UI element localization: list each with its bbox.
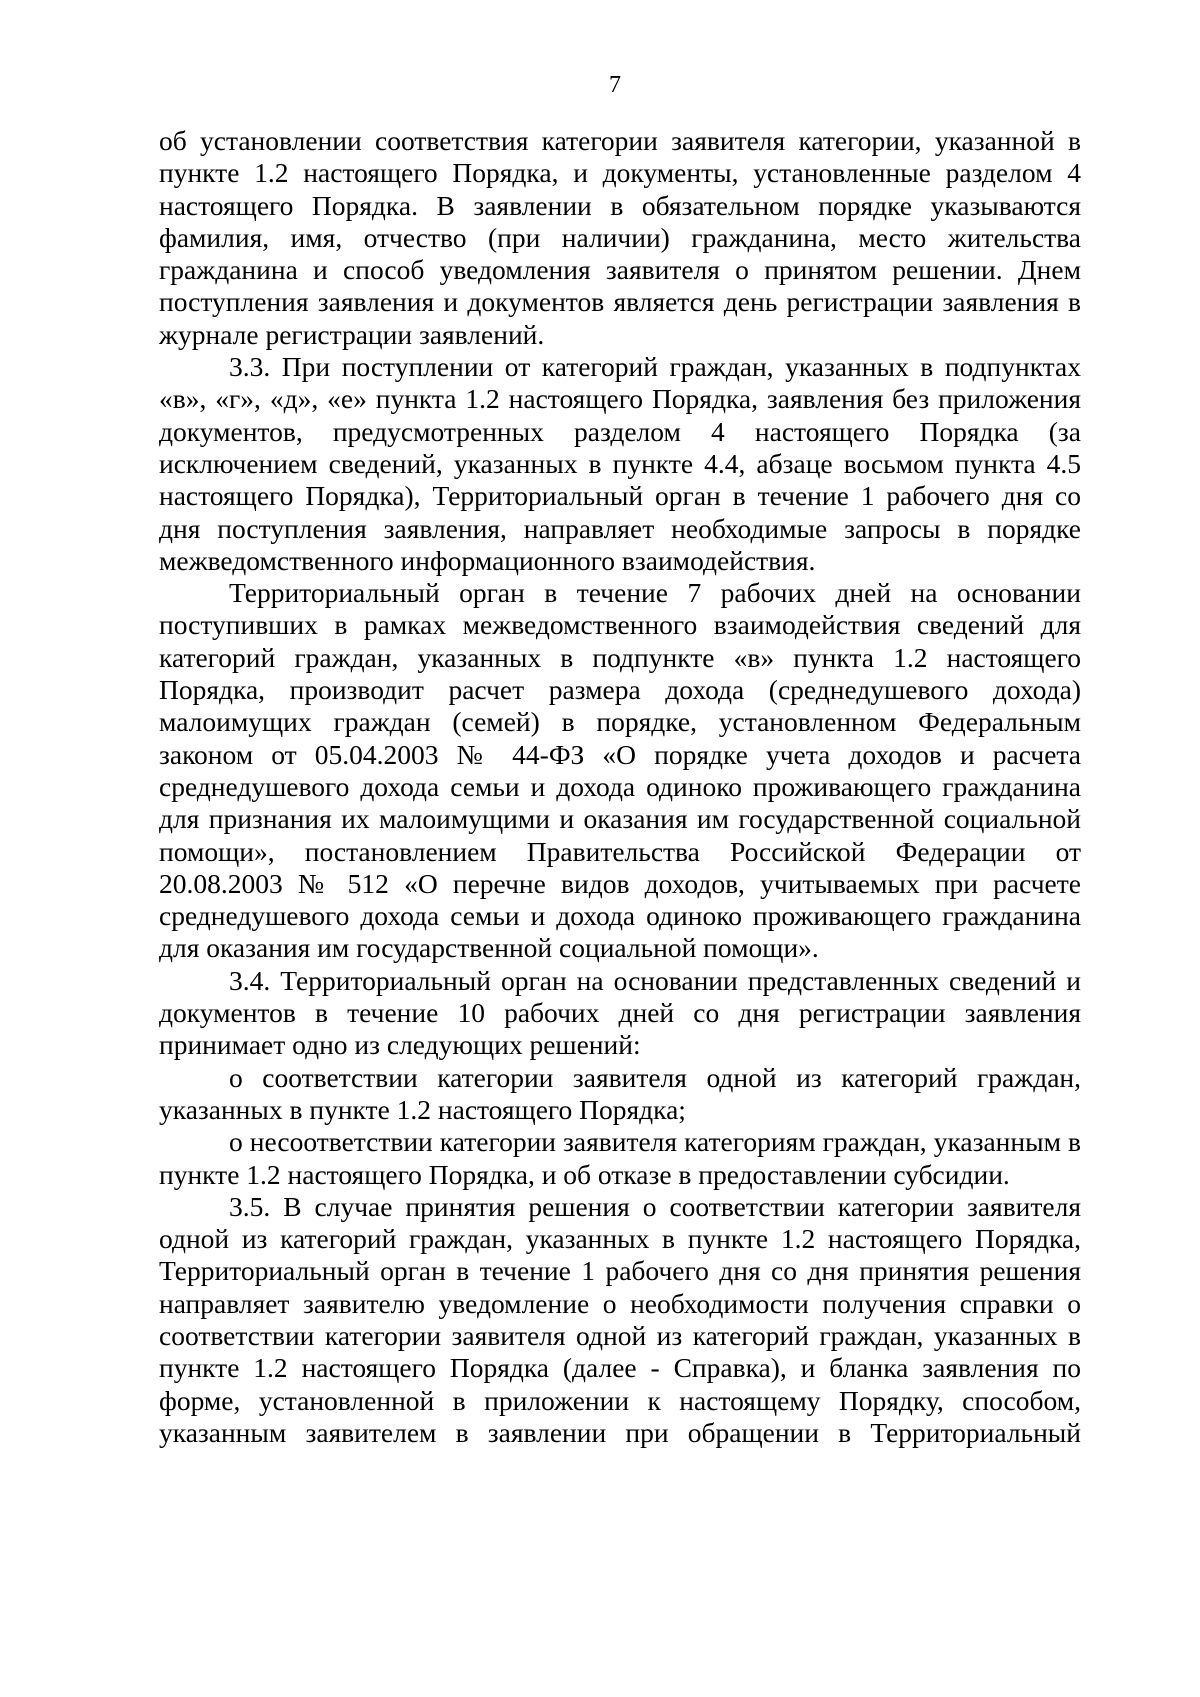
paragraph-3-3: 3.3. При поступлении от категорий граждан, указанных в подпунктах «в», «г», «д», «е» пункта 1.2 настоящего Порядка, заявления без приложения документов, предусмотренных разделом 4 настоящего Порядка (за исключением сведений, указанных в пункте 4.4, абзаце восьмом пункта 4.5 настоящего Порядка), Территориальный орган в течение 1 рабочего дня со дня поступления заявления, направляет необходимые запросы в порядке межведомственного информационного взаимодействия. xyxy=(159,351,1081,576)
paragraph-3-4: 3.4. Территориальный орган на основании представленных сведений и документов в течение 10 рабочих дней со дня регистрации заявления принимает одно из следующих решений: xyxy=(159,964,1081,1061)
paragraph-continuation: об установлении соответствия категории заявителя категории, указанной в пункте 1.2 настоящего Порядка, и документы, установленные разделом 4 настоящего Порядка. В заявлении в обязательном порядке указываются фамилия, имя, отчество (при наличии) гражданина, место жительства гражданина и способ уведомления заявителя о принятом решении. Днем поступления заявления и документов является день регистрации заявления в журнале регистрации заявлений. xyxy=(159,125,1081,350)
document-body xyxy=(159,125,1081,1449)
page-number: 7 xyxy=(609,72,621,98)
paragraph-3-4-decision-refusal: о несоответствии категории заявителя категориям граждан, указанным в пункте 1.2 настоящего Порядка, и об отказе в предоставлении субсидии. xyxy=(159,1126,1081,1190)
paragraph-3-4-decision-compliance: о соответствии категории заявителя одной из категорий граждан, указанных в пункте 1.2 настоящего Порядка; xyxy=(159,1061,1081,1125)
paragraph-3-3-income-calculation: Территориальный орган в течение 7 рабочих дней на основании поступивших в рамках межведомственного взаимодействия сведений для категорий граждан, указанных в подпункте «в» пункта 1.2 настоящего Порядка, производит расчет размера дохода (среднедушевого дохода) малоимущих граждан (семей) в порядке, установленном Федеральным законом от 05.04.2003 № 44-ФЗ «О порядке учета доходов и расчета среднедушевого дохода семьи и дохода одиноко проживающего гражданина для признания их малоимущими и оказания им государственной социальной помощи», постановлением Правительства Российской Федерации от 20.08.2003 № 512 «О перечне видов доходов, учитываемых при расчете среднедушевого дохода семьи и дохода одиноко проживающего гражданина для оказания им государственной социальной помощи». xyxy=(159,577,1081,964)
paragraph-3-5: 3.5. В случае принятия решения о соответствии категории заявителя одной из категорий граждан, указанных в пункте 1.2 настоящего Порядка, Территориальный орган в течение 1 рабочего дня со дня принятия решения направляет заявителю уведомление о необходимости получения справки о соответствии категории заявителя одной из категорий граждан, указанных в пункте 1.2 настоящего Порядка (далее - Справка), и бланка заявления по форме, установленной в приложении к настоящему Порядку, способом, указанным заявителем в заявлении при обращении в Территориальный xyxy=(159,1190,1081,1448)
